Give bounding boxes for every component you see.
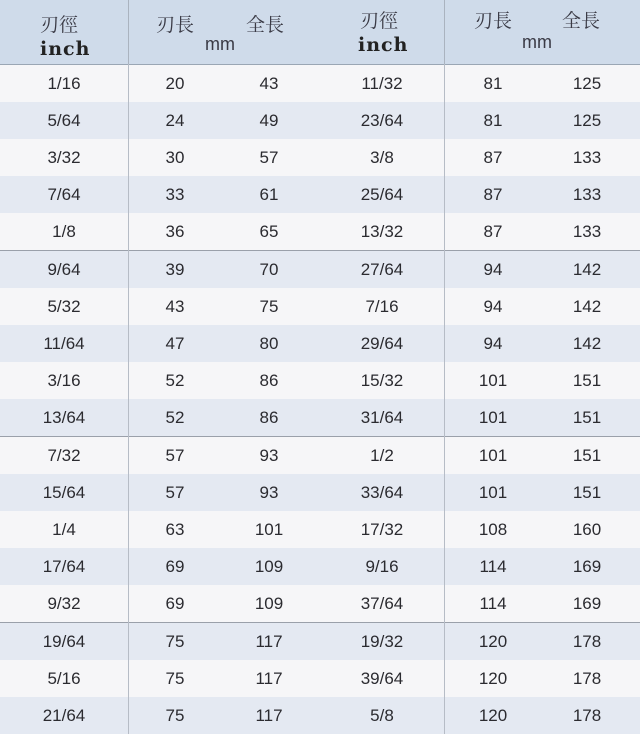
table-row	[0, 399, 318, 437]
header-blade-length-right: 刃長	[474, 11, 513, 32]
header-unit-mm-right: mm	[522, 32, 552, 52]
blade-length-cell: 114	[479, 593, 507, 613]
overall-length-cell: 86	[259, 407, 279, 427]
blade-length-cell: 75	[165, 631, 185, 651]
diameter-cell: 31/64	[360, 407, 404, 427]
left-rows	[0, 65, 318, 734]
diameter-cell: 1/2	[370, 445, 394, 465]
table-row	[318, 362, 640, 399]
table-row	[0, 437, 318, 474]
table-row	[0, 623, 318, 660]
table-row	[318, 139, 640, 176]
diameter-cell: 23/64	[360, 110, 404, 130]
blade-length-cell: 87	[483, 147, 503, 167]
table-row	[318, 548, 640, 585]
overall-length-cell: 109	[254, 593, 284, 613]
blade-length-cell: 36	[165, 221, 185, 241]
diameter-cell: 7/16	[365, 296, 399, 316]
overall-length-cell: 142	[572, 333, 602, 353]
blade-length-cell: 108	[478, 519, 508, 539]
table-row	[318, 325, 640, 362]
diameter-cell: 1/4	[52, 519, 76, 539]
overall-length-cell: 117	[255, 705, 283, 725]
diameter-cell: 1/16	[47, 73, 81, 93]
table-row	[318, 511, 640, 548]
overall-length-cell: 75	[259, 296, 279, 316]
overall-length-cell: 65	[259, 221, 279, 241]
header-unit-inch-right: inch	[358, 34, 409, 56]
blade-length-cell: 114	[479, 556, 507, 576]
table-row	[0, 511, 318, 548]
overall-length-cell: 151	[572, 445, 602, 465]
table-row	[0, 176, 318, 213]
overall-length-cell: 151	[572, 482, 602, 502]
table-row	[0, 660, 318, 697]
overall-length-cell: 125	[572, 73, 602, 93]
overall-length-cell: 151	[572, 407, 602, 427]
diameter-cell: 17/64	[42, 556, 86, 576]
table-row	[318, 102, 640, 139]
blade-length-cell: 43	[165, 296, 185, 316]
overall-length-cell: 169	[572, 556, 602, 576]
diameter-cell: 29/64	[360, 333, 404, 353]
diameter-cell: 19/64	[42, 631, 86, 651]
blade-length-cell: 52	[165, 407, 185, 427]
diameter-cell: 13/32	[360, 221, 404, 241]
blade-length-cell: 94	[483, 259, 503, 279]
right-header	[318, 0, 640, 65]
overall-length-cell: 117	[255, 668, 283, 688]
overall-length-cell: 133	[572, 184, 602, 204]
blade-length-cell: 120	[478, 631, 508, 651]
blade-length-cell: 30	[165, 147, 185, 167]
left-column-divider	[128, 64, 129, 734]
blade-length-cell: 75	[165, 705, 185, 725]
diameter-cell: 7/64	[47, 184, 81, 204]
left-header	[0, 0, 318, 65]
header-blade-diameter-right: 刃徑	[360, 11, 399, 32]
diameter-cell: 7/32	[47, 445, 81, 465]
diameter-cell: 11/64	[43, 333, 85, 353]
overall-length-cell: 160	[572, 519, 602, 539]
blade-length-cell: 120	[478, 668, 508, 688]
diameter-cell: 9/32	[47, 593, 81, 613]
blade-length-cell: 101	[478, 370, 508, 390]
table-row	[318, 65, 640, 102]
blade-length-cell: 101	[478, 407, 508, 427]
diameter-cell: 9/16	[365, 556, 399, 576]
overall-length-cell: 70	[259, 259, 279, 279]
overall-length-cell: 125	[572, 110, 602, 130]
table-row	[318, 660, 640, 697]
table-row	[0, 697, 318, 734]
blade-length-cell: 81	[483, 73, 503, 93]
overall-length-cell: 93	[259, 445, 279, 465]
header-blade-diameter: 刃徑	[40, 15, 79, 36]
overall-length-cell: 57	[259, 147, 279, 167]
blade-length-cell: 87	[483, 221, 503, 241]
header-unit-inch: inch	[40, 38, 91, 60]
diameter-cell: 17/32	[360, 519, 404, 539]
header-overall-length: 全長	[246, 15, 285, 36]
table-row	[0, 362, 318, 399]
blade-length-cell: 47	[165, 333, 185, 353]
blade-length-cell: 101	[478, 445, 508, 465]
diameter-cell: 25/64	[360, 184, 404, 204]
diameter-cell: 15/32	[360, 370, 404, 390]
overall-length-cell: 101	[254, 519, 284, 539]
blade-length-cell: 24	[165, 110, 185, 130]
overall-length-cell: 142	[572, 296, 602, 316]
diameter-cell: 15/64	[42, 482, 86, 502]
diameter-cell: 3/8	[370, 147, 394, 167]
blade-length-cell: 69	[165, 593, 185, 613]
diameter-cell: 9/64	[47, 259, 81, 279]
table-row	[318, 585, 640, 623]
blade-length-cell: 81	[483, 110, 503, 130]
table-row	[318, 697, 640, 734]
blade-length-cell: 87	[483, 184, 503, 204]
diameter-cell: 27/64	[360, 259, 404, 279]
blade-length-cell: 94	[483, 296, 503, 316]
overall-length-cell: 117	[255, 631, 283, 651]
table-row	[318, 399, 640, 437]
table-row	[0, 102, 318, 139]
blade-length-cell: 69	[165, 556, 185, 576]
overall-length-cell: 109	[254, 556, 284, 576]
overall-length-cell: 133	[572, 147, 602, 167]
table-row	[318, 213, 640, 251]
table-row	[0, 139, 318, 176]
table-row	[318, 623, 640, 660]
diameter-cell: 11/32	[361, 73, 403, 93]
header-divider	[128, 0, 129, 64]
diameter-cell: 21/64	[42, 705, 86, 725]
blade-length-cell: 75	[165, 668, 185, 688]
right-rows	[318, 65, 640, 734]
diameter-cell: 13/64	[42, 407, 86, 427]
blade-length-cell: 101	[478, 482, 508, 502]
table-row	[0, 548, 318, 585]
table-row	[318, 437, 640, 474]
diameter-cell: 19/32	[360, 631, 404, 651]
overall-length-cell: 49	[259, 110, 279, 130]
table-row	[318, 176, 640, 213]
blade-length-cell: 94	[483, 333, 503, 353]
blade-length-cell: 20	[165, 73, 185, 93]
left-panel	[0, 0, 318, 734]
header-divider-right	[444, 0, 445, 64]
right-panel	[318, 0, 640, 734]
header-unit-mm: mm	[205, 34, 235, 54]
diameter-cell: 3/32	[47, 147, 81, 167]
overall-length-cell: 178	[572, 668, 602, 688]
header-blade-length: 刃長	[156, 15, 195, 36]
blade-length-cell: 120	[478, 705, 508, 725]
diameter-cell: 5/32	[47, 296, 81, 316]
diameter-cell: 33/64	[360, 482, 404, 502]
header-overall-length-right: 全長	[562, 11, 601, 32]
table-row	[0, 585, 318, 623]
blade-length-cell: 33	[165, 184, 185, 204]
diameter-cell: 5/16	[47, 668, 81, 688]
blade-length-cell: 57	[165, 445, 185, 465]
blade-length-cell: 63	[165, 519, 185, 539]
overall-length-cell: 133	[572, 221, 602, 241]
overall-length-cell: 43	[259, 73, 279, 93]
blade-length-cell: 39	[165, 259, 185, 279]
overall-length-cell: 61	[259, 184, 279, 204]
overall-length-cell: 178	[572, 631, 602, 651]
table-row	[0, 65, 318, 102]
right-column-divider	[444, 64, 445, 734]
diameter-cell: 3/16	[47, 370, 81, 390]
blade-length-cell: 52	[165, 370, 185, 390]
overall-length-cell: 93	[259, 482, 279, 502]
table-row	[0, 474, 318, 511]
overall-length-cell: 151	[572, 370, 602, 390]
table-row	[0, 288, 318, 325]
diameter-cell: 1/8	[52, 221, 76, 241]
table-row	[0, 251, 318, 288]
overall-length-cell: 86	[259, 370, 279, 390]
table-row	[318, 288, 640, 325]
table-row	[318, 251, 640, 288]
diameter-cell: 5/8	[370, 705, 394, 725]
table-row	[318, 474, 640, 511]
overall-length-cell: 80	[259, 333, 279, 353]
diameter-cell: 5/64	[47, 110, 81, 130]
table-row	[0, 325, 318, 362]
overall-length-cell: 142	[572, 259, 602, 279]
overall-length-cell: 169	[572, 593, 602, 613]
diameter-cell: 39/64	[360, 668, 404, 688]
overall-length-cell: 178	[572, 705, 602, 725]
blade-length-cell: 57	[165, 482, 185, 502]
diameter-cell: 37/64	[360, 593, 404, 613]
table-row	[0, 213, 318, 251]
